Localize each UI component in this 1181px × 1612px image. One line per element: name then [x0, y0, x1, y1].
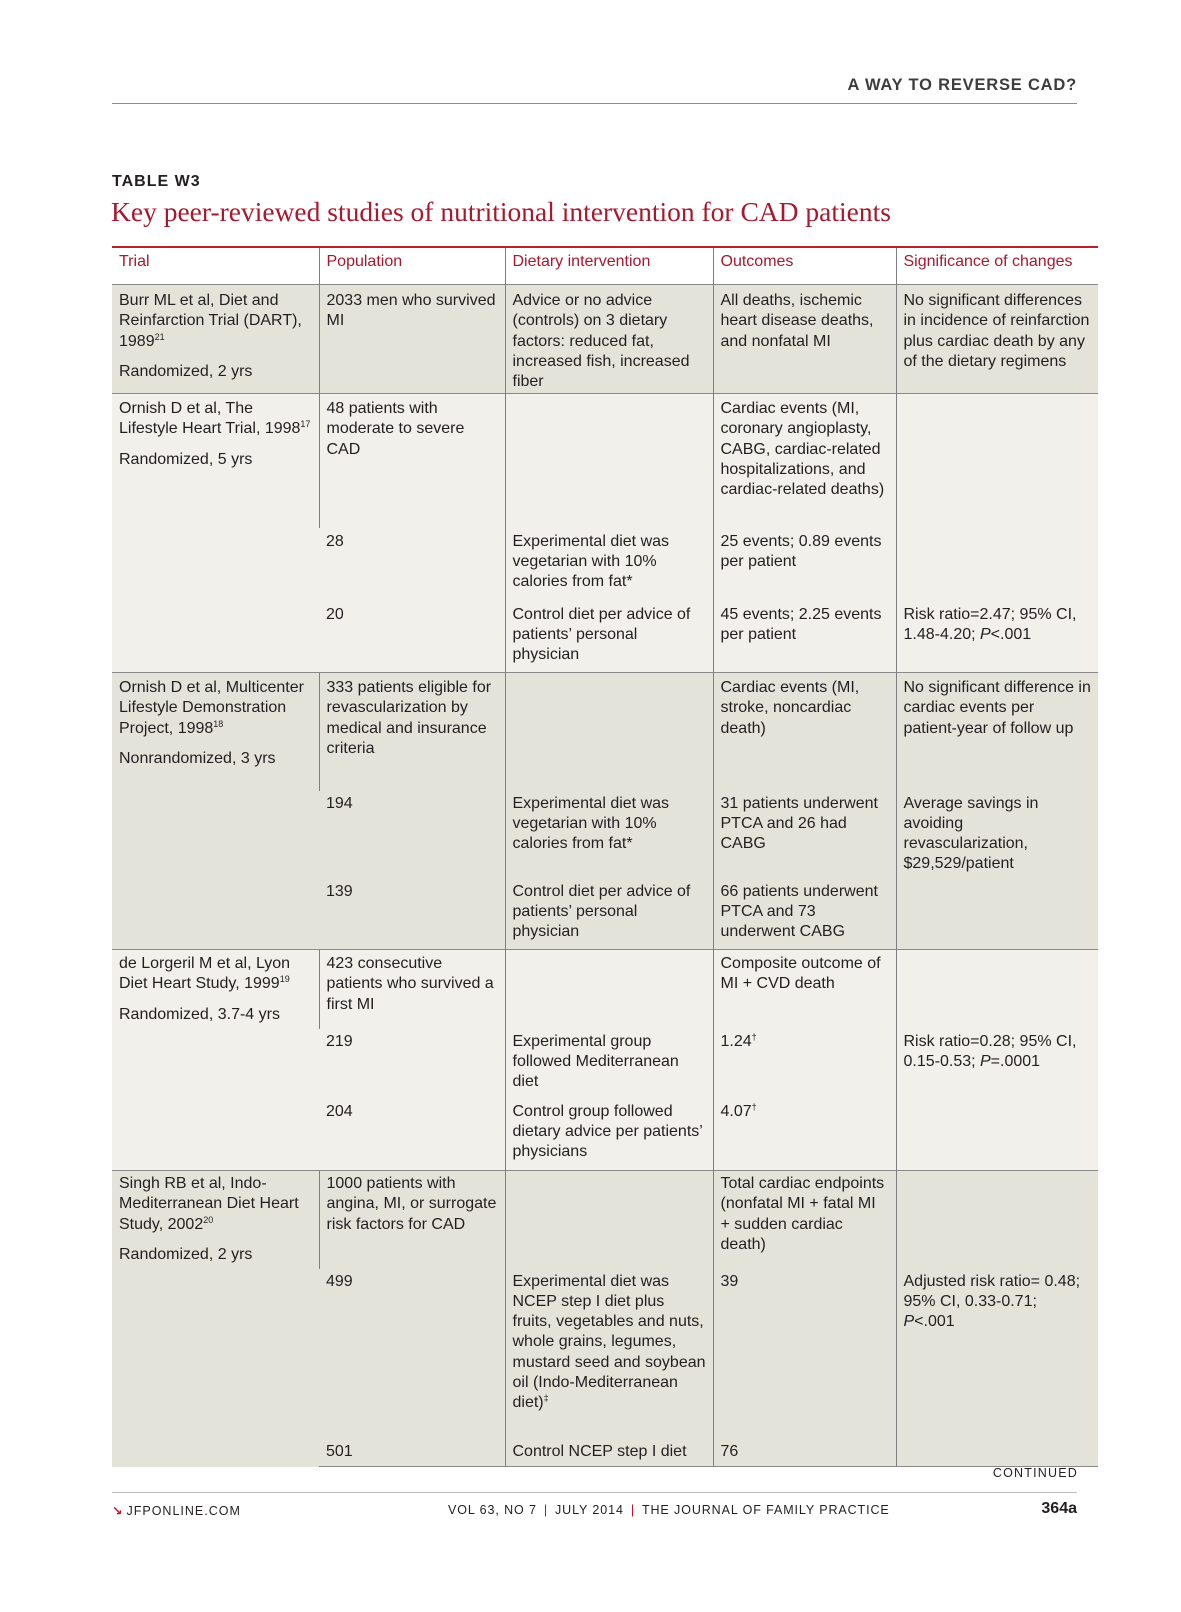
p-value-italic: P [903, 1313, 915, 1331]
trial-name: de Lorgeril M et al, Lyon Diet Heart Study, 1999 [119, 955, 291, 993]
trial-cell [112, 950, 319, 1171]
intervention-text: Control diet per advice of patients’ personal physician [512, 605, 691, 664]
header-outcomes: Outcomes [713, 247, 896, 285]
intervention-text: Control NCEP step I diet [512, 1442, 687, 1460]
intervention-cell [505, 285, 713, 394]
population-cell [319, 673, 505, 791]
footnote-superscript: ‡ [543, 1393, 549, 1404]
header-significance: Significance of changes [896, 247, 1098, 285]
arrow-icon: ↘ [112, 1504, 124, 1518]
significance-cell [896, 1269, 1098, 1439]
significance-text: Risk ratio=0.28; 95% CI, 0.15-0.53; P=.0001 [903, 1032, 1077, 1070]
intervention-text: Control group followed dietary advice per patients’ physicians [512, 1102, 703, 1161]
outcomes-cell [713, 1439, 896, 1467]
significance-cell [896, 528, 1098, 601]
header-rule [112, 103, 1077, 104]
intervention-text: Experimental diet was vegetarian with 10% calories from fat* [512, 794, 670, 853]
population-cell [319, 528, 505, 601]
table-body [112, 285, 1098, 1467]
significance-text: Risk ratio=2.47; 95% CI, 1.48-4.20; P<.001 [903, 605, 1077, 643]
significance-text: Adjusted risk ratio= 0.48; 95% CI, 0.33-0.71; P<.001 [903, 1272, 1081, 1331]
population-cell [319, 950, 505, 1029]
population-text: 333 patients eligible for revascularization by medical and insurance criteria [326, 679, 492, 757]
header-population: Population [319, 247, 505, 285]
pipe-divider: | [630, 1503, 635, 1517]
significance-cell [896, 1098, 1098, 1171]
population-cell [319, 601, 505, 673]
trial-name: Singh RB et al, Indo-Mediterranean Diet Heart Study, 2002 [119, 1175, 299, 1233]
study-design: Randomized, 2 yrs [119, 362, 253, 380]
population-text: 1000 patients with angina, MI, or surrogate risk factors for CAD [326, 1175, 497, 1233]
population-text: 501 [326, 1442, 353, 1460]
studies-table [112, 246, 1098, 1467]
reference-superscript: 21 [154, 331, 165, 342]
study-design: Randomized, 3.7-4 yrs [119, 1005, 280, 1023]
population-text: 48 patients with moderate to severe CAD [326, 400, 465, 458]
significance-text: No significant differences in incidence of reinfarction plus cardiac death by any of the dietary regimens [903, 292, 1090, 370]
outcomes-cell [713, 1029, 896, 1098]
intervention-cell [505, 1269, 713, 1439]
intervention-cell [505, 1098, 713, 1171]
footer-rule [112, 1492, 1077, 1493]
outcomes-cell [713, 791, 896, 878]
outcomes-cell [713, 1171, 896, 1269]
footer-journal: THE JOURNAL OF FAMILY PRACTICE [641, 1503, 890, 1517]
intervention-cell [505, 1171, 713, 1269]
trial-cell [112, 1171, 319, 1467]
trial-cell [112, 285, 319, 394]
outcomes-cell [713, 950, 896, 1029]
outcomes-cell [713, 878, 896, 950]
outcomes-text: 39 [720, 1272, 739, 1290]
trial-name: Burr ML et al, Diet and Reinfarction Trial (DART), 1989 [119, 292, 302, 350]
population-cell [319, 878, 505, 950]
table-row [112, 285, 1098, 394]
population-cell [319, 1269, 505, 1439]
outcomes-text: 1.24 [720, 1032, 752, 1050]
population-text: 499 [326, 1272, 353, 1290]
table-row [112, 673, 1098, 791]
population-cell [319, 1439, 505, 1467]
significance-cell [896, 601, 1098, 673]
intervention-text: Experimental group followed Mediterranean diet [512, 1032, 679, 1091]
outcomes-text: 31 patients underwent PTCA and 26 had CABG [720, 794, 878, 853]
intervention-cell [505, 950, 713, 1029]
outcomes-text: 4.07 [720, 1102, 752, 1120]
outcomes-cell [713, 528, 896, 601]
population-text: 204 [326, 1102, 353, 1120]
trial-name: Ornish D et al, Multicenter Lifestyle Demonstration Project, 1998 [119, 679, 304, 737]
outcomes-text: Total cardiac endpoints (nonfatal MI + fatal MI + sudden cardiac death) [720, 1175, 885, 1253]
reference-superscript: 19 [279, 974, 290, 985]
p-value-italic: P [980, 625, 991, 643]
population-text: 194 [326, 794, 353, 812]
reference-superscript: 20 [203, 1214, 214, 1225]
intervention-text: Experimental diet was vegetarian with 10% calories from fat* [512, 532, 670, 591]
trial-cell [112, 673, 319, 950]
significance-cell [896, 1171, 1098, 1269]
intervention-cell [505, 528, 713, 601]
population-text: 139 [326, 882, 353, 900]
population-cell [319, 1029, 505, 1098]
table-row [112, 950, 1098, 1029]
outcomes-text: 66 patients underwent PTCA and 73 underwent CABG [720, 882, 878, 941]
header-trial: Trial [119, 253, 150, 270]
outcomes-text: All deaths, ischemic heart disease deaths, and nonfatal MI [720, 292, 874, 350]
footer-site [112, 1503, 241, 1518]
significance-cell [896, 1029, 1098, 1098]
outcomes-text: Composite outcome of MI + CVD death [720, 955, 881, 993]
population-cell [319, 791, 505, 878]
table-header-row [112, 247, 1098, 285]
intervention-text: Experimental diet was NCEP step I diet plus fruits, vegetables and nuts, whole grains, legumes, mustard seed and soybean oil (Indo-Mediterranean diet) [512, 1272, 706, 1412]
significance-cell [896, 394, 1098, 528]
pipe-divider: | [543, 1503, 549, 1517]
significance-cell [896, 1439, 1098, 1467]
trial-name: Ornish D et al, The Lifestyle Heart Trial, 1998 [119, 400, 301, 438]
running-head: A WAY TO REVERSE CAD? [847, 76, 1077, 94]
population-text: 20 [326, 605, 344, 623]
intervention-cell [505, 673, 713, 791]
outcomes-text: 45 events; 2.25 events per patient [720, 605, 882, 643]
footer-date: JULY 2014 [555, 1503, 624, 1517]
significance-text: Average savings in avoiding revascularization, $29,529/patient [903, 794, 1039, 873]
intervention-cell [505, 1029, 713, 1098]
population-cell [319, 1171, 505, 1269]
table-label: TABLE W3 [112, 173, 201, 190]
intervention-cell [505, 878, 713, 950]
table-row [112, 394, 1098, 528]
table-row [112, 1171, 1098, 1269]
footnote-superscript: † [751, 1101, 757, 1112]
footer-site-label: JFPONLINE.COM [126, 1504, 241, 1518]
footer-citation [448, 1503, 890, 1517]
outcomes-cell [713, 1098, 896, 1171]
intervention-text: Advice or no advice (controls) on 3 dietary factors: reduced fat, increased fish, increased fiber [512, 292, 690, 391]
trial-cell [112, 394, 319, 673]
header-intervention: Dietary intervention [505, 247, 713, 285]
outcomes-text: 76 [720, 1442, 739, 1460]
reference-superscript: 18 [213, 718, 224, 729]
continued-label: CONTINUED [992, 1466, 1078, 1480]
significance-cell [896, 673, 1098, 791]
population-text: 219 [326, 1032, 353, 1050]
outcomes-text: Cardiac events (MI, stroke, noncardiac death) [720, 679, 860, 737]
intervention-text: Control diet per advice of patients’ personal physician [512, 882, 691, 941]
intervention-cell [505, 601, 713, 673]
footer-volume: VOL 63, NO 7 [448, 1503, 537, 1517]
study-design: Nonrandomized, 3 yrs [119, 749, 276, 767]
significance-cell [896, 950, 1098, 1029]
study-design: Randomized, 2 yrs [119, 1245, 253, 1263]
outcomes-cell [713, 673, 896, 791]
outcomes-text: Cardiac events (MI, coronary angioplasty, CABG, cardiac-related hospitalizations, and cardiac-related deaths) [720, 400, 885, 499]
significance-cell [896, 878, 1098, 950]
intervention-cell [505, 791, 713, 878]
outcomes-cell [713, 394, 896, 528]
significance-cell [896, 791, 1098, 878]
significance-text: No significant difference in cardiac events per patient-year of follow up [903, 679, 1091, 737]
intervention-cell [505, 394, 713, 528]
population-text: 28 [326, 532, 344, 550]
population-cell [319, 394, 505, 528]
intervention-cell [505, 1439, 713, 1467]
footnote-superscript: † [751, 1031, 757, 1042]
population-text: 423 consecutive patients who survived a first MI [326, 955, 494, 1013]
population-cell [319, 285, 505, 394]
study-design: Randomized, 5 yrs [119, 450, 253, 468]
outcomes-cell [713, 285, 896, 394]
reference-superscript: 17 [300, 419, 311, 430]
significance-cell [896, 285, 1098, 394]
page-number: 364a [1041, 1500, 1077, 1517]
population-cell [319, 1098, 505, 1171]
outcomes-cell [713, 601, 896, 673]
table-title: Key peer-reviewed studies of nutritional intervention for CAD patients [111, 196, 891, 227]
population-text: 2033 men who survived MI [326, 292, 496, 330]
p-value-italic: P [980, 1052, 991, 1070]
outcomes-cell [713, 1269, 896, 1439]
outcomes-text: 25 events; 0.89 events per patient [720, 532, 882, 570]
